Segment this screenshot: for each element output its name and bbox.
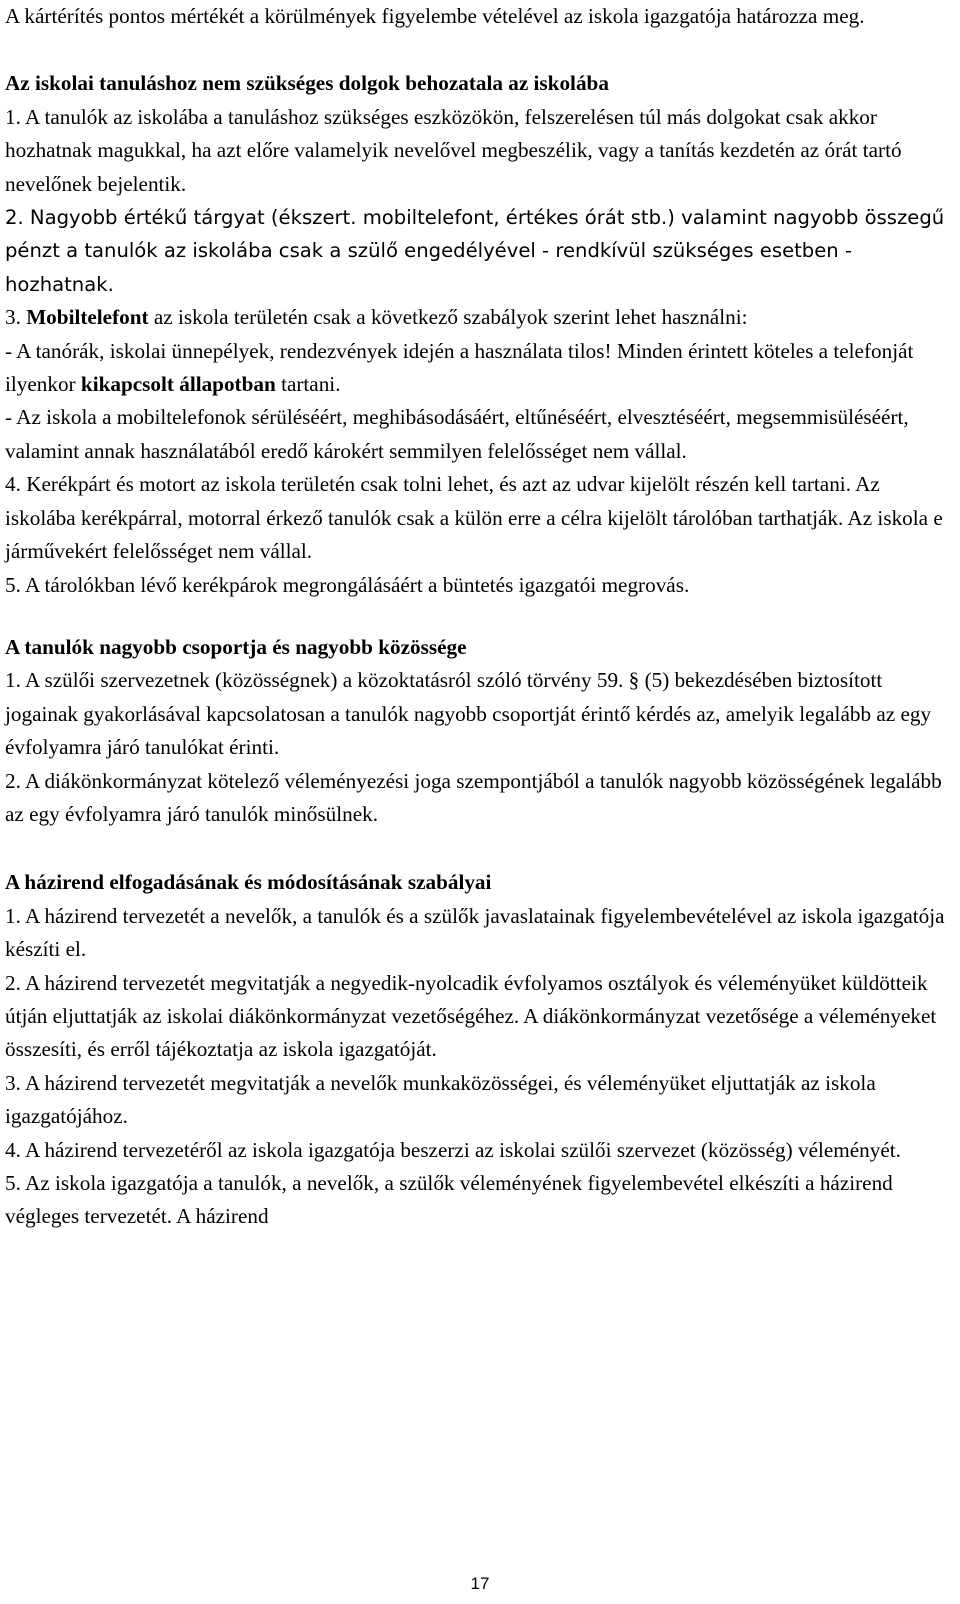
list-item: 4. Kerékpárt és motort az iskola területén csak tolni lehet, és azt az udvar kijelölt részén kell tartani. Az iskolába kerékpárral, motorral érkező tanulók csak a külön erre a célra kijelölt tárolóban tarthatják. Az iskola e járművekért felelősséget nem vállal. <box>5 472 943 564</box>
list-item: 1. A tanulók az iskolába a tanuláshoz szükséges eszközökön, felszerelésen túl más dolgokat csak akkor hozhatnak magukkal, ha azt előre valamelyik nevelővel megbeszélik, vagy a tanítás kezdetén az órát tartó nevelőnek bejelentik. <box>5 104 902 196</box>
list-item: 3. Mobiltelefont az iskola területén csak a következő szabályok szerint lehet használni: <box>5 305 748 330</box>
list-item: 3. A házirend tervezetét megvitatják a nevelők munkaközösségei, és véleményüket eljuttatják az iskola igazgatójához. <box>5 1070 876 1129</box>
list-item: 2. Nagyobb értékű tárgyat (ékszert. mobiltelefont, értékes órát stb.) valamint nagyobb összegű pénzt a tanulók az iskolába csak a szülő engedélyével - rendkívül szükséges esetben - hozhatnak. <box>5 206 945 296</box>
intro-paragraph: A kártérítés pontos mértékét a körülmények figyelembe vételével az iskola igazgatója határozza meg. <box>5 4 865 28</box>
list-item: 2. A házirend tervezetét megvitatják a negyedik-nyolcadik évfolyamos osztályok és véleményüket küldötteik útján eljuttatják az iskolai diákönkormányzat vezetőségéhez. A diákönkormányzat vezetősége a véleményeket összesíti, és erről tájékoztatja az iskola igazgatóját. <box>5 970 937 1062</box>
list-item: - Az iskola a mobiltelefonok sérüléséért, meghibásodásáért, eltűnéséért, elvesztéséért, megsemmisüléséért, valamint annak használatából eredő károkért semmilyen felelősséget nem vállal. <box>5 405 909 463</box>
page-number: 17 <box>470 1574 490 1593</box>
section-heading: Az iskolai tanuláshoz nem szükséges dolgok behozatala az iskolába <box>5 71 609 96</box>
section-heading: A tanulók nagyobb csoportja és nagyobb közössége <box>5 634 467 659</box>
list-item: 5. Az iskola igazgatója a tanulók, a nevelők, a szülők véleményének figyelembevétel elkészíti a házirend végleges tervezetét. A házirend <box>5 1171 893 1229</box>
list-item: 1. A házirend tervezetét a nevelők, a tanulók és a szülők javaslatainak figyelembevételével az iskola igazgatója készíti el. <box>5 903 945 962</box>
document-page <box>5 0 955 1234</box>
list-item: 2. A diákönkormányzat kötelező véleményezési joga szempontjából a tanulók nagyobb közösségének legalább az egy évfolyamra járó tanulók minősülnek. <box>5 768 942 826</box>
section-heading: A házirend elfogadásának és módosításának szabályai <box>5 870 492 895</box>
list-item: 1. A szülői szervezetnek (közösségnek) a közoktatásról szóló törvény 59. § (5) bekezdésében biztosított jogainak gyakorlásával kapcsolatosan a tanulók nagyobb csoportját érintő kérdés az, amelyik legalább az egy évfolyamra járó tanulókat érinti. <box>5 668 932 760</box>
list-item: 5. A tárolókban lévő kerékpárok megrongálásáért a büntetés igazgatói megrovás. <box>5 572 690 597</box>
list-item: - A tanórák, iskolai ünnepélyek, rendezvények idején a használata tilos! Minden érintett köteles a telefonját ilyenkor kikapcsolt állapotban tartani. <box>5 338 914 397</box>
list-item: 4. A házirend tervezetéről az iskola igazgatója beszerzi az iskolai szülői szervezet (közösség) véleményét. <box>5 1137 901 1162</box>
